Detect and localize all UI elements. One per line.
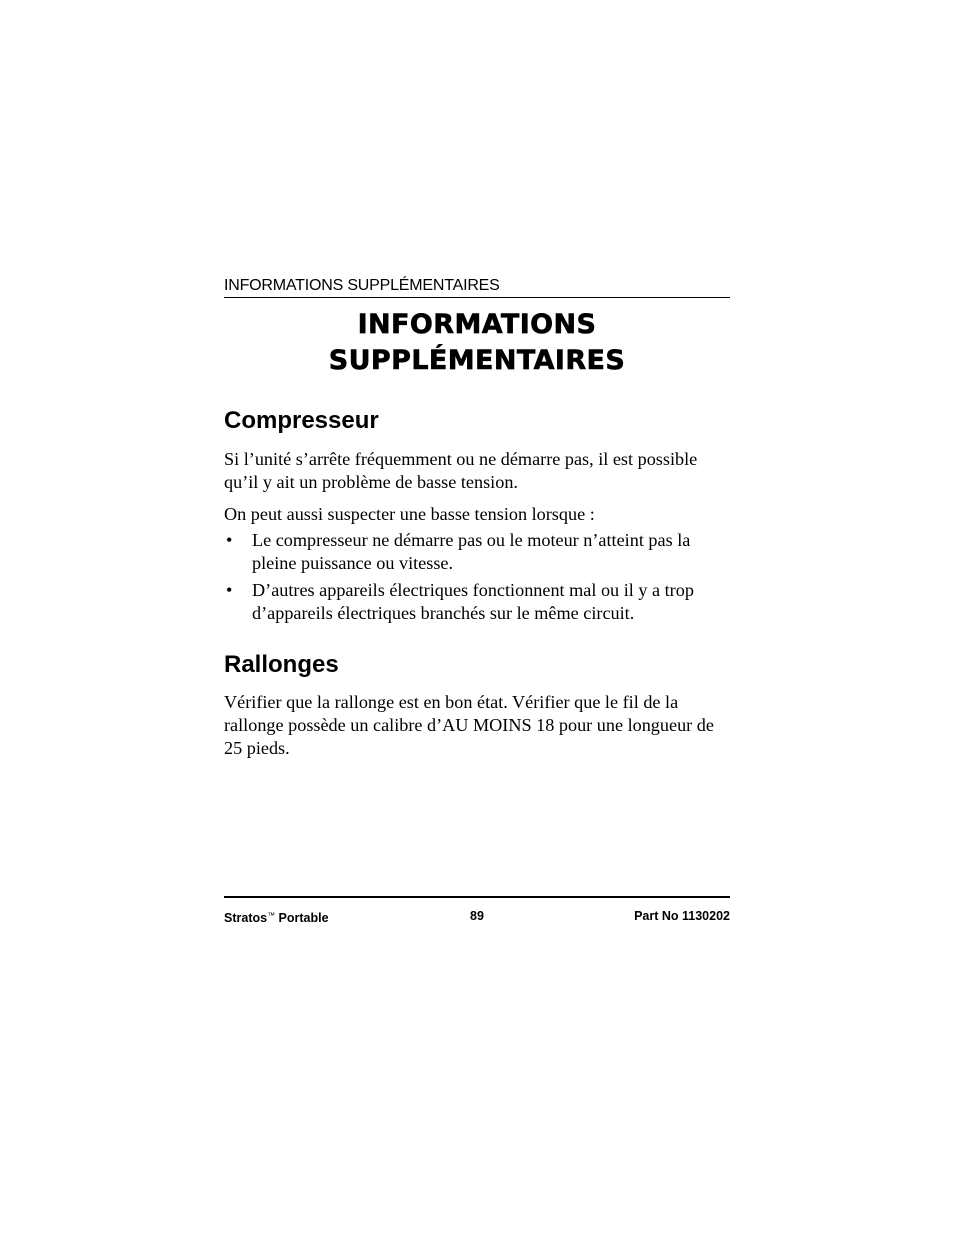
section-compresseur	[224, 406, 730, 625]
page-title	[224, 307, 730, 379]
list-item-text: D’autres appareils électriques fonctionnent mal ou il y a trop d’appareils électriques branchés sur le même circuit.	[252, 580, 694, 623]
page-title-line-1: INFORMATIONS	[357, 309, 597, 340]
list-item	[224, 579, 730, 625]
section-heading-compresseur: Compresseur	[224, 407, 379, 434]
product-name: Stratos	[224, 911, 268, 925]
running-header: INFORMATIONS SUPPLÉMENTAIRES	[224, 276, 730, 298]
bullet-icon: •	[226, 530, 233, 550]
bullet-list	[224, 529, 730, 625]
section-rallonges	[224, 650, 730, 760]
page-number: 89	[470, 909, 484, 923]
paragraph: On peut aussi suspecter une basse tension lorsque :	[224, 504, 595, 524]
product-suffix: Portable	[275, 911, 329, 925]
paragraph: Si l’unité s’arrête fréquemment ou ne démarre pas, il est possible qu’il y ait un problème de basse tension.	[224, 449, 698, 492]
bullet-icon: •	[226, 580, 233, 600]
page-title-line-2: SUPPLÉMENTAIRES	[328, 345, 626, 376]
part-number: Part No 1130202	[634, 909, 730, 923]
section-heading-rallonges: Rallonges	[224, 651, 339, 678]
list-item	[224, 529, 730, 575]
trademark-symbol: ™	[267, 911, 276, 920]
list-item-text: Le compresseur ne démarre pas ou le moteur n’atteint pas la pleine puissance ou vitesse.	[252, 530, 691, 573]
paragraph: Vérifier que la rallonge est en bon état. Vérifier que le fil de la rallonge possède un calibre d’AU MOINS 18 pour une longueur de 25 pieds.	[224, 692, 714, 758]
page-footer	[224, 896, 730, 928]
